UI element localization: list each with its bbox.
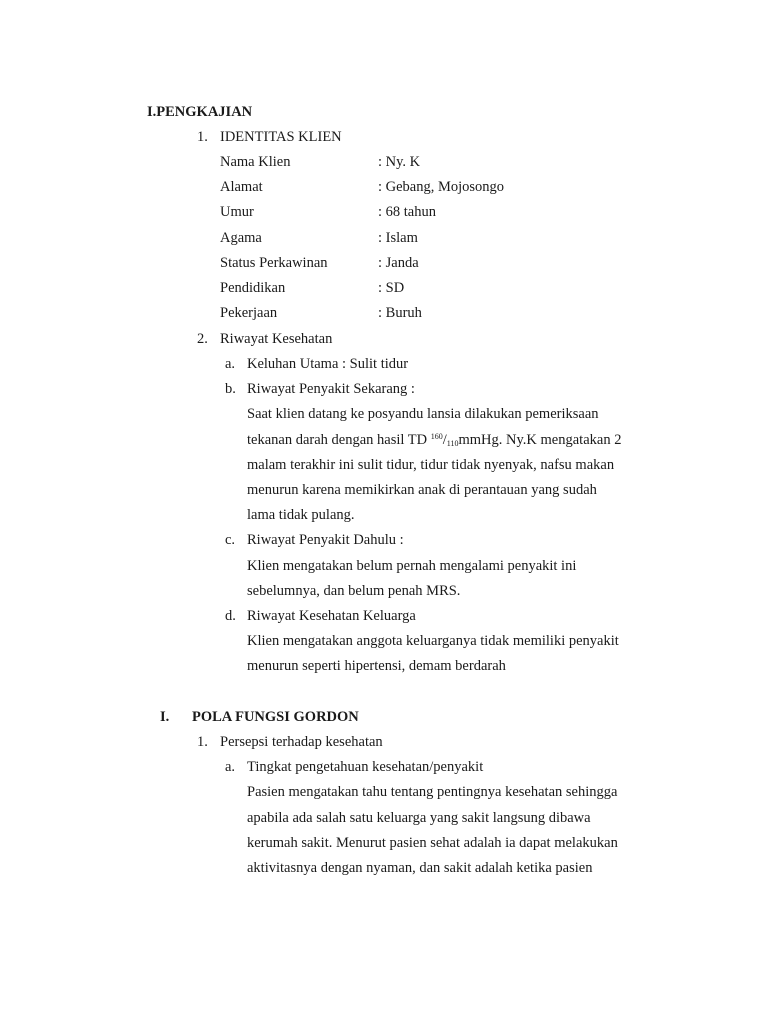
field-value: : Ny. K	[378, 154, 421, 170]
field-label: Status Perkawinan	[220, 255, 328, 271]
persepsi-title: Persepsi terhadap kesehatan	[220, 734, 383, 750]
list-number: 2.	[197, 331, 208, 347]
field-value: : Islam	[378, 230, 418, 246]
paragraph-line: tekanan darah dengan hasil TD $^{160}/_{110}mmHg$. Ny.K mengatakan 2	[247, 432, 622, 448]
list-letter: b.	[225, 381, 236, 397]
field-label: Pendidikan	[220, 280, 286, 296]
field-label: Agama	[220, 230, 262, 246]
section-heading-pengkajian: I.PENGKAJIAN	[147, 104, 253, 120]
list-letter: a.	[225, 356, 236, 372]
paragraph-line: Klien mengatakan anggota keluarganya tidak memiliki penyakit	[247, 633, 619, 649]
td-systolic: 160	[430, 432, 443, 441]
section-number: I.	[160, 709, 170, 725]
paragraph-line: menurun seperti hipertensi, demam berdarah	[247, 658, 506, 674]
riwayat-sekarang-title: Riwayat Penyakit Sekarang :	[247, 381, 415, 397]
paragraph-line: Klien mengatakan belum pernah mengalami penyakit ini	[247, 558, 577, 574]
section-heading-gordon: POLA FUNGSI GORDON	[192, 709, 359, 725]
paragraph-line: lama tidak pulang.	[247, 507, 355, 523]
identitas-title: IDENTITAS KLIEN	[220, 129, 342, 145]
paragraph-line: Saat klien datang ke posyandu lansia dilakukan pemeriksaan	[247, 406, 599, 422]
keluhan-utama: Keluhan Utama : Sulit tidur	[247, 356, 409, 372]
paragraph-line: aktivitasnya dengan nyaman, dan sakit adalah ketika pasien	[247, 860, 593, 876]
field-label: Pekerjaan	[220, 305, 278, 321]
paragraph-line: apabila ada salah satu keluarga yang sakit langsung dibawa	[247, 810, 591, 826]
list-number: 1.	[197, 129, 208, 145]
list-letter: c.	[225, 532, 236, 548]
field-label: Umur	[220, 204, 254, 220]
tingkat-pengetahuan-title: Tingkat pengetahuan kesehatan/penyakit	[247, 759, 484, 775]
list-letter: a.	[225, 759, 236, 775]
list-letter: d.	[225, 608, 236, 624]
paragraph-line: sebelumnya, dan belum penah MRS.	[247, 583, 461, 599]
field-label: Nama Klien	[220, 154, 291, 170]
field-value: : Gebang, Mojosongo	[378, 179, 505, 195]
field-value: : Buruh	[378, 305, 422, 321]
riwayat-dahulu-title: Riwayat Penyakit Dahulu :	[247, 532, 404, 548]
field-value: : SD	[378, 280, 405, 296]
paragraph-line: menurun karena memikirkan anak di perantauan yang sudah	[247, 482, 597, 498]
field-label: Alamat	[220, 179, 263, 195]
riwayat-title: Riwayat Kesehatan	[220, 331, 333, 347]
list-number: 1.	[197, 734, 208, 750]
field-value: : Janda	[378, 255, 419, 271]
paragraph-line: Pasien mengatakan tahu tentang pentingnya kesehatan sehingga	[247, 784, 618, 800]
field-value: : 68 tahun	[378, 204, 436, 220]
riwayat-keluarga-title: Riwayat Kesehatan Keluarga	[247, 608, 416, 624]
paragraph-line: malam terakhir ini sulit tidur, tidur tidak nyenyak, nafsu makan	[247, 457, 615, 473]
td-diastolic: 110	[446, 439, 459, 448]
paragraph-line: kerumah sakit. Menurut pasien sehat adalah ia dapat melakukan	[247, 835, 618, 851]
